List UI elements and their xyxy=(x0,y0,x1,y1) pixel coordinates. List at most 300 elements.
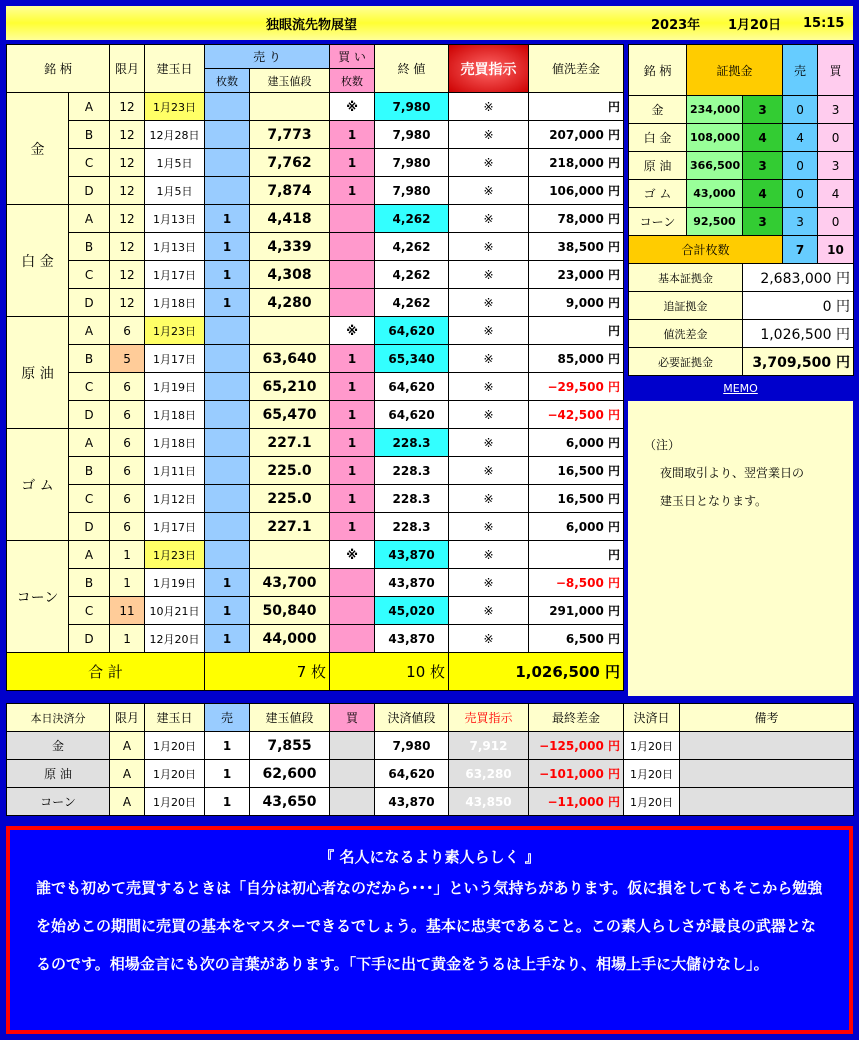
close-cell: 228.3 xyxy=(375,485,449,513)
settle-note xyxy=(680,760,854,788)
tatebi-cell: 10月21日 xyxy=(145,597,205,625)
tatebi-cell: 1月17日 xyxy=(145,261,205,289)
margin-lev: 4 xyxy=(743,124,783,152)
settle-buy xyxy=(330,760,375,788)
sell-qty-cell: 1 xyxy=(205,205,250,233)
price-cell: 4,418 xyxy=(250,205,330,233)
price-cell xyxy=(250,93,330,121)
diff-cell: 291,000 円 xyxy=(529,597,624,625)
margin-buy: 0 xyxy=(818,124,854,152)
position-row xyxy=(7,261,624,289)
buy-qty-cell: 1 xyxy=(330,177,375,205)
close-cell: 7,980 xyxy=(375,177,449,205)
margin-row xyxy=(629,124,854,152)
gengetsu-cell: 6 xyxy=(110,317,145,345)
total-diff: 1,026,500 円 xyxy=(449,653,624,691)
diff-cell: 円 xyxy=(529,541,624,569)
settle-price: 43,650 xyxy=(250,788,330,816)
side-col-meigara: 銘 柄 xyxy=(629,45,687,96)
margin-sell: 3 xyxy=(783,208,818,236)
col-owarine: 終 値 xyxy=(375,45,449,93)
sell-qty-cell xyxy=(205,177,250,205)
total-sell: 7 枚 xyxy=(205,653,330,691)
buy-qty-cell xyxy=(330,289,375,317)
price-cell: 44,000 xyxy=(250,625,330,653)
close-cell: 4,262 xyxy=(375,233,449,261)
diff-cell: 38,500 円 xyxy=(529,233,624,261)
signal-cell: ※ xyxy=(449,569,529,597)
diff-cell: 16,500 円 xyxy=(529,457,624,485)
gengetsu-cell: 12 xyxy=(110,205,145,233)
diff-cell: 円 xyxy=(529,93,624,121)
total-buy: 10 枚 xyxy=(330,653,449,691)
settle-date: 1月20日 xyxy=(145,760,205,788)
signal-cell: ※ xyxy=(449,205,529,233)
signal-cell: ※ xyxy=(449,485,529,513)
margin-name: コーン xyxy=(629,208,687,236)
sell-qty-cell xyxy=(205,457,250,485)
settle-signal: 63,280 xyxy=(449,760,529,788)
settle-col-1: 限月 xyxy=(110,704,145,732)
margin-lev: 4 xyxy=(743,180,783,208)
diff-cell: 78,000 円 xyxy=(529,205,624,233)
gengetsu-cell: 1 xyxy=(110,569,145,597)
close-cell: 64,620 xyxy=(375,373,449,401)
settle-col-10: 備考 xyxy=(680,704,854,732)
tatebi-cell: 1月5日 xyxy=(145,149,205,177)
price-cell: 225.0 xyxy=(250,457,330,485)
group-name: ゴ ム xyxy=(7,429,69,541)
settle-note xyxy=(680,788,854,816)
tsui-label: 追証拠金 xyxy=(629,292,743,320)
settle-date: 1月20日 xyxy=(145,732,205,760)
signal-cell: ※ xyxy=(449,93,529,121)
close-cell: 4,262 xyxy=(375,289,449,317)
close-cell: 43,870 xyxy=(375,569,449,597)
settle-close: 64,620 xyxy=(375,760,449,788)
header-bar xyxy=(6,6,853,40)
settle-name: 原 油 xyxy=(7,760,110,788)
settle-col-4: 建玉値段 xyxy=(250,704,330,732)
margin-row xyxy=(629,208,854,236)
gengetsu-cell: 12 xyxy=(110,261,145,289)
total-label: 合 計 xyxy=(7,653,205,691)
positions-table xyxy=(6,44,624,691)
tatebi-cell: 1月17日 xyxy=(145,513,205,541)
settle-close: 43,870 xyxy=(375,788,449,816)
memo-line-2: 夜間取引より、翌営業日の xyxy=(660,466,805,480)
close-cell: 43,870 xyxy=(375,625,449,653)
col-gengetsu: 限月 xyxy=(110,45,145,93)
group-name: 金 xyxy=(7,93,69,205)
k-label: D xyxy=(69,625,110,653)
sell-qty-cell xyxy=(205,121,250,149)
buy-qty-cell xyxy=(330,597,375,625)
side-col-margin: 証拠金 xyxy=(687,45,783,96)
k-label: B xyxy=(69,121,110,149)
margin-buy: 0 xyxy=(818,208,854,236)
settlement-table xyxy=(6,703,854,816)
margin-amount: 234,000 xyxy=(687,96,743,124)
settle-final: −125,000 円 xyxy=(529,732,624,760)
side-total-sell: 7 xyxy=(783,236,818,264)
buy-qty-cell: ※ xyxy=(330,317,375,345)
margin-amount: 366,500 xyxy=(687,152,743,180)
k-label: D xyxy=(69,177,110,205)
close-cell: 228.3 xyxy=(375,429,449,457)
price-cell: 65,210 xyxy=(250,373,330,401)
sell-qty-cell xyxy=(205,541,250,569)
close-cell: 65,340 xyxy=(375,345,449,373)
tatebi-cell: 1月18日 xyxy=(145,289,205,317)
group-name: 白 金 xyxy=(7,205,69,317)
position-row xyxy=(7,289,624,317)
position-row xyxy=(7,233,624,261)
sell-qty-cell: 1 xyxy=(205,233,250,261)
tatebi-cell: 1月12日 xyxy=(145,485,205,513)
margin-buy: 3 xyxy=(818,96,854,124)
group-name: コーン xyxy=(7,541,69,653)
settle-name: 金 xyxy=(7,732,110,760)
margin-name: 金 xyxy=(629,96,687,124)
close-cell: 64,620 xyxy=(375,401,449,429)
signal-cell: ※ xyxy=(449,149,529,177)
gengetsu-cell: 11 xyxy=(110,597,145,625)
margin-table xyxy=(628,44,854,376)
gengetsu-cell: 6 xyxy=(110,401,145,429)
col-meigara: 銘 柄 xyxy=(7,45,110,93)
signal-cell: ※ xyxy=(449,457,529,485)
tatebi-cell: 1月13日 xyxy=(145,205,205,233)
gengetsu-cell: 12 xyxy=(110,121,145,149)
signal-cell: ※ xyxy=(449,233,529,261)
gengetsu-cell: 5 xyxy=(110,345,145,373)
signal-cell: ※ xyxy=(449,317,529,345)
price-cell: 4,308 xyxy=(250,261,330,289)
sell-qty-cell xyxy=(205,149,250,177)
signal-cell: ※ xyxy=(449,261,529,289)
page-title: 独眼流先物展望 xyxy=(266,17,358,33)
margin-amount: 92,500 xyxy=(687,208,743,236)
k-label: B xyxy=(69,345,110,373)
buy-qty-cell: 1 xyxy=(330,457,375,485)
buy-qty-cell xyxy=(330,625,375,653)
tatebi-cell: 12月28日 xyxy=(145,121,205,149)
hitsuyo-label: 必要証拠金 xyxy=(629,348,743,376)
k-label: B xyxy=(69,233,110,261)
k-label: B xyxy=(69,569,110,597)
gengetsu-cell: 6 xyxy=(110,429,145,457)
gengetsu-cell: 12 xyxy=(110,93,145,121)
k-label: A xyxy=(69,205,110,233)
buy-qty-cell: 1 xyxy=(330,345,375,373)
col-sagaku: 値洗差金 xyxy=(529,45,624,93)
settle-buy xyxy=(330,732,375,760)
k-label: C xyxy=(69,149,110,177)
tatebi-cell: 1月18日 xyxy=(145,429,205,457)
message-box xyxy=(6,826,853,1034)
price-cell: 7,773 xyxy=(250,121,330,149)
signal-cell: ※ xyxy=(449,597,529,625)
gengetsu-cell: 1 xyxy=(110,625,145,653)
k-label: C xyxy=(69,261,110,289)
col-buy-qty: 枚数 xyxy=(330,69,375,93)
settle-col-6: 決済値段 xyxy=(375,704,449,732)
settle-k: A xyxy=(110,732,145,760)
sell-qty-cell: 1 xyxy=(205,597,250,625)
tatebi-cell: 1月5日 xyxy=(145,177,205,205)
settle-col-5: 買 xyxy=(330,704,375,732)
margin-amount: 108,000 xyxy=(687,124,743,152)
signal-cell: ※ xyxy=(449,401,529,429)
col-tatebi: 建玉日 xyxy=(145,45,205,93)
position-row xyxy=(7,429,624,457)
settle-signal: 43,850 xyxy=(449,788,529,816)
margin-sell: 4 xyxy=(783,124,818,152)
gengetsu-cell: 1 xyxy=(110,541,145,569)
position-row xyxy=(7,597,624,625)
buy-qty-cell xyxy=(330,205,375,233)
position-row xyxy=(7,485,624,513)
diff-cell: −42,500 円 xyxy=(529,401,624,429)
settle-final: −11,000 円 xyxy=(529,788,624,816)
settle-sell: 1 xyxy=(205,732,250,760)
settle-final: −101,000 円 xyxy=(529,760,624,788)
header-year: 2023年 xyxy=(651,17,701,33)
settle-buy xyxy=(330,788,375,816)
memo-line-3: 建玉日となります。 xyxy=(660,494,768,508)
tatebi-cell: 12月20日 xyxy=(145,625,205,653)
position-row xyxy=(7,177,624,205)
position-row xyxy=(7,625,624,653)
margin-name: ゴ ム xyxy=(629,180,687,208)
position-row xyxy=(7,121,624,149)
k-label: B xyxy=(69,457,110,485)
price-cell: 7,874 xyxy=(250,177,330,205)
sell-qty-cell: 1 xyxy=(205,569,250,597)
memo-link[interactable]: MEMO xyxy=(628,378,853,400)
k-label: C xyxy=(69,485,110,513)
buy-qty-cell xyxy=(330,233,375,261)
settle-date: 1月20日 xyxy=(145,788,205,816)
sell-qty-cell: 1 xyxy=(205,289,250,317)
buy-qty-cell xyxy=(330,261,375,289)
signal-cell: ※ xyxy=(449,289,529,317)
settle-row xyxy=(7,788,854,816)
sell-qty-cell xyxy=(205,373,250,401)
margin-amount: 43,000 xyxy=(687,180,743,208)
tatebi-cell: 1月11日 xyxy=(145,457,205,485)
gengetsu-cell: 6 xyxy=(110,373,145,401)
settle-price: 62,600 xyxy=(250,760,330,788)
k-label: A xyxy=(69,93,110,121)
gengetsu-cell: 12 xyxy=(110,149,145,177)
margin-sell: 0 xyxy=(783,152,818,180)
gengetsu-cell: 12 xyxy=(110,289,145,317)
position-row xyxy=(7,93,624,121)
diff-cell: 6,000 円 xyxy=(529,513,624,541)
settle-signal: 7,912 xyxy=(449,732,529,760)
gengetsu-cell: 12 xyxy=(110,233,145,261)
diff-cell: −8,500 円 xyxy=(529,569,624,597)
side-col-sell: 売 xyxy=(783,45,818,96)
settle-day: 1月20日 xyxy=(624,732,680,760)
sell-qty-cell: 1 xyxy=(205,261,250,289)
signal-cell: ※ xyxy=(449,541,529,569)
settle-row xyxy=(7,732,854,760)
diff-cell: 85,000 円 xyxy=(529,345,624,373)
price-cell: 43,700 xyxy=(250,569,330,597)
k-label: D xyxy=(69,289,110,317)
side-col-buy: 買 xyxy=(818,45,854,96)
margin-sell: 0 xyxy=(783,96,818,124)
tatebi-cell: 1月17日 xyxy=(145,345,205,373)
k-label: D xyxy=(69,513,110,541)
margin-lev: 3 xyxy=(743,208,783,236)
diff-cell: 106,000 円 xyxy=(529,177,624,205)
settle-note xyxy=(680,732,854,760)
settle-k: A xyxy=(110,788,145,816)
side-total-label: 合計枚数 xyxy=(629,236,783,264)
margin-row xyxy=(629,96,854,124)
price-cell: 7,762 xyxy=(250,149,330,177)
tatebi-cell: 1月19日 xyxy=(145,373,205,401)
col-uri: 売 り xyxy=(205,45,330,69)
col-sell-qty: 枚数 xyxy=(205,69,250,93)
k-label: C xyxy=(69,597,110,625)
margin-lev: 3 xyxy=(743,96,783,124)
price-cell: 227.1 xyxy=(250,513,330,541)
signal-cell: ※ xyxy=(449,345,529,373)
side-total-buy: 10 xyxy=(818,236,854,264)
settle-day: 1月20日 xyxy=(624,788,680,816)
margin-sell: 0 xyxy=(783,180,818,208)
position-row xyxy=(7,541,624,569)
diff-cell: 23,000 円 xyxy=(529,261,624,289)
position-row xyxy=(7,317,624,345)
margin-row xyxy=(629,180,854,208)
k-label: A xyxy=(69,541,110,569)
buy-qty-cell: 1 xyxy=(330,513,375,541)
diff-cell: 9,000 円 xyxy=(529,289,624,317)
kihon-value: 2,683,000 円 xyxy=(743,264,854,292)
position-row xyxy=(7,457,624,485)
nearai-label: 値洗差金 xyxy=(629,320,743,348)
sell-qty-cell xyxy=(205,317,250,345)
margin-row xyxy=(629,152,854,180)
close-cell: 7,980 xyxy=(375,93,449,121)
close-cell: 7,980 xyxy=(375,121,449,149)
settle-price: 7,855 xyxy=(250,732,330,760)
position-row xyxy=(7,373,624,401)
signal-cell: ※ xyxy=(449,177,529,205)
diff-cell: 16,500 円 xyxy=(529,485,624,513)
buy-qty-cell: ※ xyxy=(330,93,375,121)
sell-qty-cell xyxy=(205,93,250,121)
settle-col-8: 最終差金 xyxy=(529,704,624,732)
hitsuyo-value: 3,709,500 円 xyxy=(743,348,854,376)
settle-sell: 1 xyxy=(205,760,250,788)
close-cell: 64,620 xyxy=(375,317,449,345)
margin-buy: 4 xyxy=(818,180,854,208)
tatebi-cell: 1月19日 xyxy=(145,569,205,597)
settle-col-3: 売 xyxy=(205,704,250,732)
signal-cell: ※ xyxy=(449,625,529,653)
diff-cell: 円 xyxy=(529,317,624,345)
col-signal: 売買指示 xyxy=(449,45,529,93)
settle-col-9: 決済日 xyxy=(624,704,680,732)
gengetsu-cell: 12 xyxy=(110,177,145,205)
price-cell xyxy=(250,317,330,345)
price-cell: 50,840 xyxy=(250,597,330,625)
diff-cell: −29,500 円 xyxy=(529,373,624,401)
kihon-label: 基本証拠金 xyxy=(629,264,743,292)
diff-cell: 207,000 円 xyxy=(529,121,624,149)
price-cell: 4,280 xyxy=(250,289,330,317)
col-kai: 買 い xyxy=(330,45,375,69)
settle-name: コーン xyxy=(7,788,110,816)
k-label: C xyxy=(69,373,110,401)
sell-qty-cell xyxy=(205,513,250,541)
gengetsu-cell: 6 xyxy=(110,457,145,485)
close-cell: 228.3 xyxy=(375,457,449,485)
price-cell xyxy=(250,541,330,569)
price-cell: 227.1 xyxy=(250,429,330,457)
buy-qty-cell: 1 xyxy=(330,401,375,429)
position-row xyxy=(7,345,624,373)
sell-qty-cell xyxy=(205,429,250,457)
position-row xyxy=(7,205,624,233)
buy-qty-cell: 1 xyxy=(330,149,375,177)
margin-name: 原 油 xyxy=(629,152,687,180)
diff-cell: 6,500 円 xyxy=(529,625,624,653)
close-cell: 228.3 xyxy=(375,513,449,541)
signal-cell: ※ xyxy=(449,429,529,457)
tsui-value: 0 円 xyxy=(743,292,854,320)
settle-sell: 1 xyxy=(205,788,250,816)
buy-qty-cell: ※ xyxy=(330,541,375,569)
settle-col-2: 建玉日 xyxy=(145,704,205,732)
buy-qty-cell: 1 xyxy=(330,485,375,513)
position-row xyxy=(7,149,624,177)
price-cell: 65,470 xyxy=(250,401,330,429)
sell-qty-cell xyxy=(205,401,250,429)
signal-cell: ※ xyxy=(449,513,529,541)
close-cell: 43,870 xyxy=(375,541,449,569)
settle-close: 7,980 xyxy=(375,732,449,760)
tatebi-cell: 1月23日 xyxy=(145,541,205,569)
tatebi-cell: 1月18日 xyxy=(145,401,205,429)
signal-cell: ※ xyxy=(449,373,529,401)
buy-qty-cell xyxy=(330,569,375,597)
settle-col-7: 売買指示 xyxy=(449,704,529,732)
position-row xyxy=(7,401,624,429)
close-cell: 7,980 xyxy=(375,149,449,177)
close-cell: 45,020 xyxy=(375,597,449,625)
margin-buy: 3 xyxy=(818,152,854,180)
settle-k: A xyxy=(110,760,145,788)
k-label: D xyxy=(69,401,110,429)
message-body: 誰でも初めて売買するときは「自分は初心者なのだから･･･」という気持ちがあります。仮に損をしてもそこから勉強を始めこの期間に売買の基本をマスターできるでしょう。基本に忠実であること。この素人らしさが最良の武器となるのです。相場金言にも次の言葉があります。「下手に出て黄金をうるは上手なり、相場上手に大儲けなし」。 xyxy=(36,879,823,973)
close-cell: 4,262 xyxy=(375,261,449,289)
k-label: A xyxy=(69,429,110,457)
message-title: 『 名人になるより素人らしく 』 xyxy=(319,848,540,866)
tatebi-cell: 1月23日 xyxy=(145,317,205,345)
position-row xyxy=(7,569,624,597)
buy-qty-cell: 1 xyxy=(330,373,375,401)
diff-cell: 218,000 円 xyxy=(529,149,624,177)
settle-row xyxy=(7,760,854,788)
